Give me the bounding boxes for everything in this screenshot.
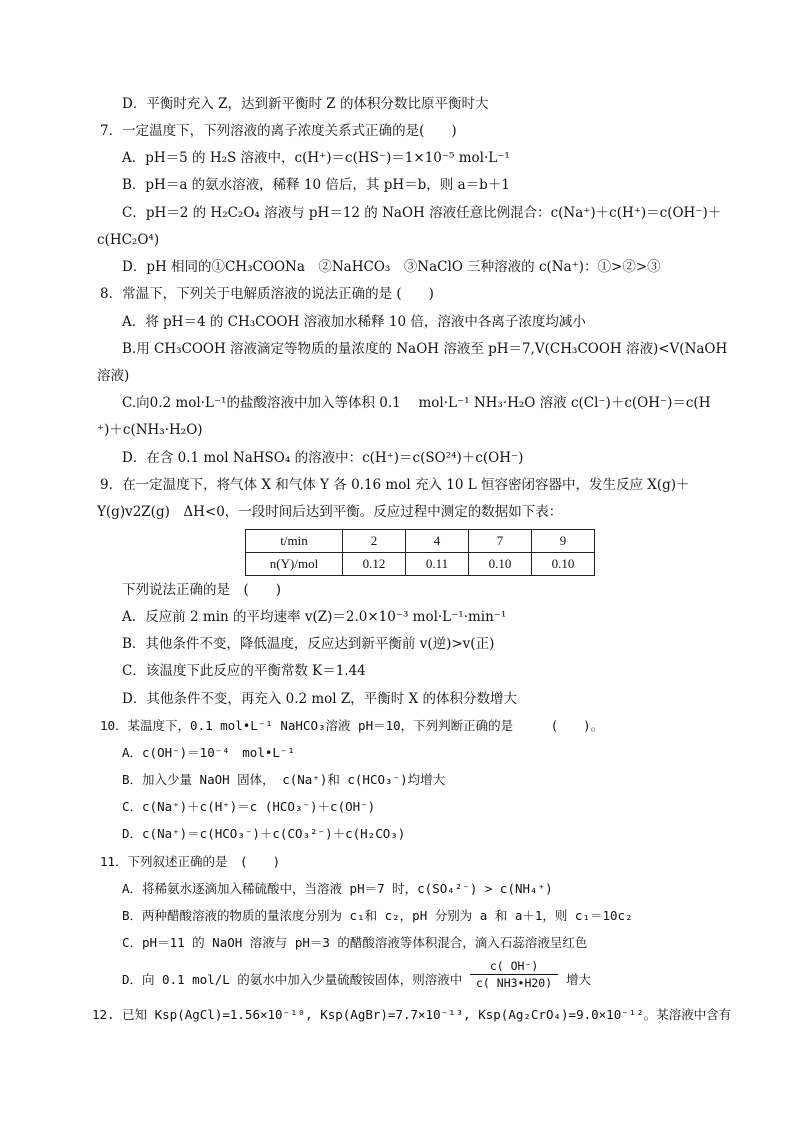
option-b-q7: B．pH＝a 的氨水溶液，稀释 10 倍后，其 pH＝b，则 a＝b＋1 (122, 177, 510, 193)
option-a-q9: A．反应前 2 min 的平均速率 v(Z)＝2.0×10⁻³ mol·L⁻¹·min⁻¹ (122, 609, 507, 625)
table-cell: 0.10 (532, 553, 595, 576)
option-d-q11: D．向 0.1 mol/L 的氨水中加入少量硫酸铵固体，则溶液中 (122, 972, 463, 987)
fraction-denominator: c( NH3•H20) (476, 976, 553, 990)
option-d-q11-tail: 增大 (566, 972, 592, 987)
option-a-q10: A．c(OH⁻)＝10⁻⁴ mol•L⁻¹ (122, 745, 295, 760)
option-b-q9: B．其他条件不变，降低温度，反应达到新平衡前 v(逆)>v(正) (122, 636, 495, 652)
table-cell: 0.11 (406, 553, 469, 576)
table-cell: 4 (406, 530, 469, 553)
fraction (470, 958, 558, 991)
option-b-q8: B.用 CH₃COOH 溶液滴定等物质的量浓度的 NaOH 溶液至 pH＝7,V(CH₃COOH 溶液)<V(NaOH (122, 341, 728, 357)
table-cell: t/min (246, 530, 343, 553)
option-c-q9: C．该温度下此反应的平衡常数 K＝1.44 (122, 663, 366, 679)
table-cell: n(Y)/mol (246, 553, 343, 576)
option-c-q10: C．c(Na⁺)＋c(H⁺)＝c (HCO₃⁻)＋c(OH⁻) (122, 799, 376, 814)
table-cell: 2 (343, 530, 406, 553)
table-cell: 7 (469, 530, 532, 553)
option-d-q7: D．pH 相同的①CH₃COONa ②NaHCO₃ ③NaClO 三种溶液的 c(Na⁺)：①>②>③ (122, 259, 661, 275)
question-9-cont: Y(g)v2Z(g) ΔH<0，一段时间后达到平衡。反应过程中测定的数据如下表： (97, 504, 563, 520)
data-table (245, 529, 595, 576)
table-cell: 0.10 (469, 553, 532, 576)
option-a-q7: A．pH＝5 的 H₂S 溶液中，c(H⁺)＝c(HS⁻)＝1×10⁻⁵ mol·L⁻¹ (122, 150, 510, 166)
option-c-q7-cont: c(HC₂O⁴) (97, 232, 160, 248)
question-8: 8．常温下，下列关于电解质溶液的说法正确的是 ( ) (100, 286, 434, 302)
option-c-q7: C．pH＝2 的 H₂C₂O₄ 溶液与 pH＝12 的 NaOH 溶液任意比例混合：c(Na⁺)＋c(H⁺)＝c(OH⁻)＋ (122, 205, 722, 221)
option-d-q10: D．c(Na⁺)＝c(HCO₃⁻)＋c(CO₃²⁻)＋c(H₂CO₃) (122, 826, 406, 841)
question-12: 12. 已知 Ksp(AgCl)=1.56×10⁻¹⁰, Ksp(AgBr)=7.7×10⁻¹³, Ksp(Ag₂CrO₄)=9.0×10⁻¹²。某溶液中含有 (92, 1007, 732, 1022)
option-c-q8-cont: ⁺)＋c(NH₃·H₂O) (97, 422, 203, 438)
option-b-q10: B．加入少量 NaOH 固体， c(Na⁺)和 c(HCO₃⁻)均增大 (122, 772, 446, 787)
option-d-q8: D．在含 0.1 mol NaHSO₄ 的溶液中：c(H⁺)＝c(SO²⁴)＋c(OH⁻) (122, 450, 524, 466)
fraction-numerator: c( OH⁻) (470, 958, 558, 975)
table-row (246, 553, 595, 576)
option-b-q8-cont: 溶液) (97, 368, 130, 384)
question-10: 10．某温度下，0.1 mol•L⁻¹ NaHCO₃溶液 pH＝10，下列判断正确的是 ( )。 (100, 718, 604, 733)
question-9: 9．在一定温度下，将气体 X 和气体 Y 各 0.16 mol 充入 10 L 恒容密闭容器中，发生反应 X(g)＋ (100, 477, 690, 493)
question-9-prompt: 下列说法正确的是 ( ) (122, 582, 282, 598)
question-11: 11．下列叙述正确的是 ( ) (100, 854, 281, 869)
option-c-q11: C．pH＝11 的 NaOH 溶液与 pH＝3 的醋酸溶液等体积混合，滴入石蕊溶液呈红色 (122, 935, 588, 950)
option-a-q8: A．将 pH＝4 的 CH₃COOH 溶液加水稀释 10 倍，溶液中各离子浓度均减小 (122, 314, 586, 330)
option-c-q8: C.向0.2 mol·L⁻¹的盐酸溶液中加入等体积 0.1 mol·L⁻¹ NH₃·H₂O 溶液 c(Cl⁻)＋c(OH⁻)＝c(H (122, 395, 711, 411)
option-d-q6: D．平衡时充入 Z，达到新平衡时 Z 的体积分数比原平衡时大 (122, 96, 489, 112)
option-b-q11: B．两种醋酸溶液的物质的量浓度分别为 c₁和 c₂，pH 分别为 a 和 a＋1，则 c₁＝10c₂ (122, 908, 633, 923)
table-row (246, 530, 595, 553)
option-d-q9: D．其他条件不变，再充入 0.2 mol Z，平衡时 X 的体积分数增大 (122, 691, 517, 707)
table-cell: 9 (532, 530, 595, 553)
option-a-q11: A．将稀氨水逐滴加入稀硫酸中，当溶液 pH＝7 时，c(SO₄²⁻) > c(NH₄⁺) (122, 881, 553, 896)
question-7: 7．一定温度下，下列溶液的离子浓度关系式正确的是( ) (100, 123, 457, 139)
table-cell: 0.12 (343, 553, 406, 576)
